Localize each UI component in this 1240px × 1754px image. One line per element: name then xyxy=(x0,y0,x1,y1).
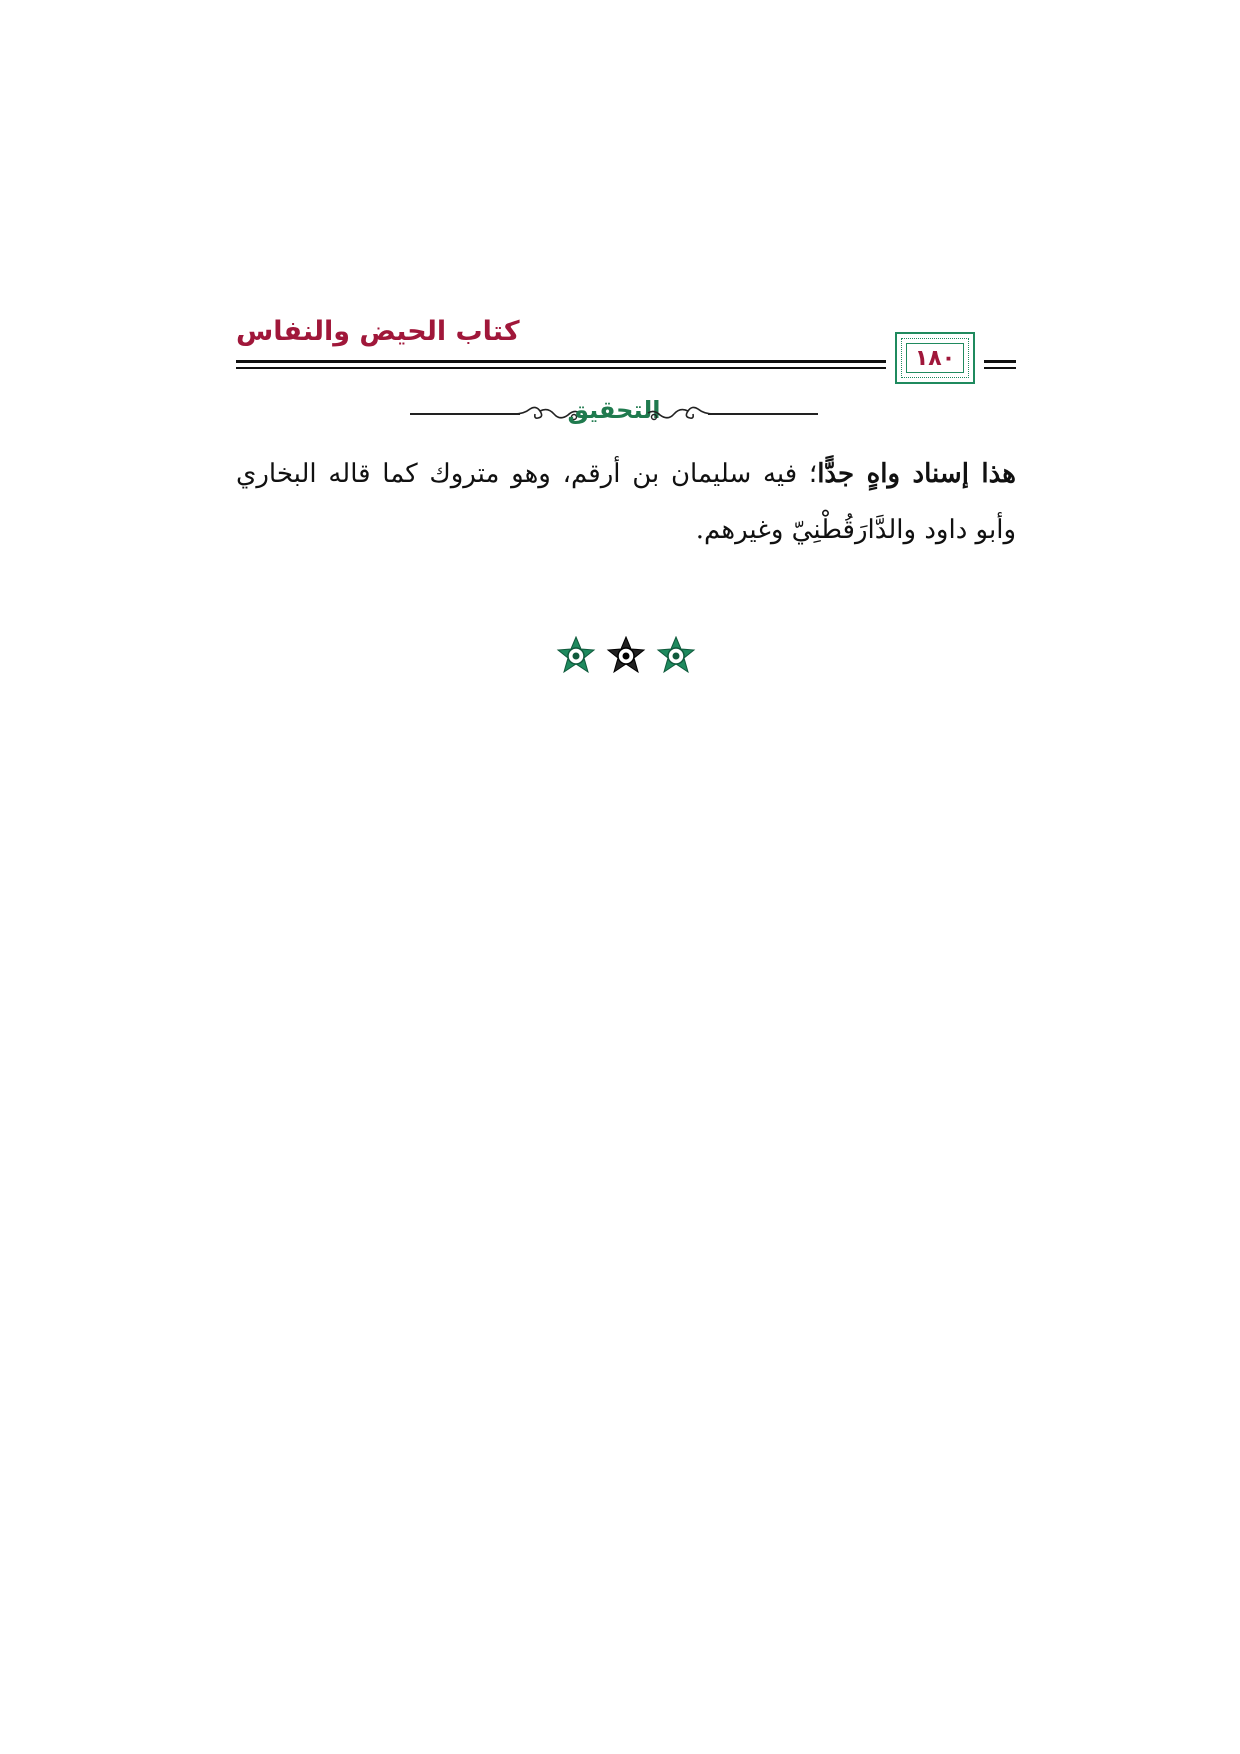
paragraph-text: ؛ فيه سليمان بن أرقم، وهو متروك كما قاله البخاري وأبو داود والدَّارَقُطْنِيّ وغيرهم. xyxy=(236,459,1016,545)
commentary-paragraph xyxy=(236,446,1016,558)
header-rule xyxy=(984,360,1016,363)
section-title: التحقيق xyxy=(567,396,661,424)
ornament-line xyxy=(410,413,520,415)
star-ornament-icon xyxy=(556,636,596,676)
scroll-ornament-icon xyxy=(644,403,714,425)
section-end-stars xyxy=(556,636,696,680)
page-number: ١٨٠ xyxy=(914,345,956,371)
star-ornament-icon xyxy=(656,636,696,676)
page-header xyxy=(236,316,1016,392)
header-rule xyxy=(236,367,886,369)
book-title: كتاب الحيض والنفاس xyxy=(236,316,520,347)
header-rule xyxy=(236,360,886,363)
bold-lead: هذا إسناد واهٍ جدًّا xyxy=(817,459,1017,489)
page-number-frame xyxy=(895,332,975,384)
ornament-line xyxy=(708,413,818,415)
header-rule xyxy=(984,367,1016,369)
section-heading xyxy=(410,396,818,432)
star-ornament-icon xyxy=(606,636,646,676)
